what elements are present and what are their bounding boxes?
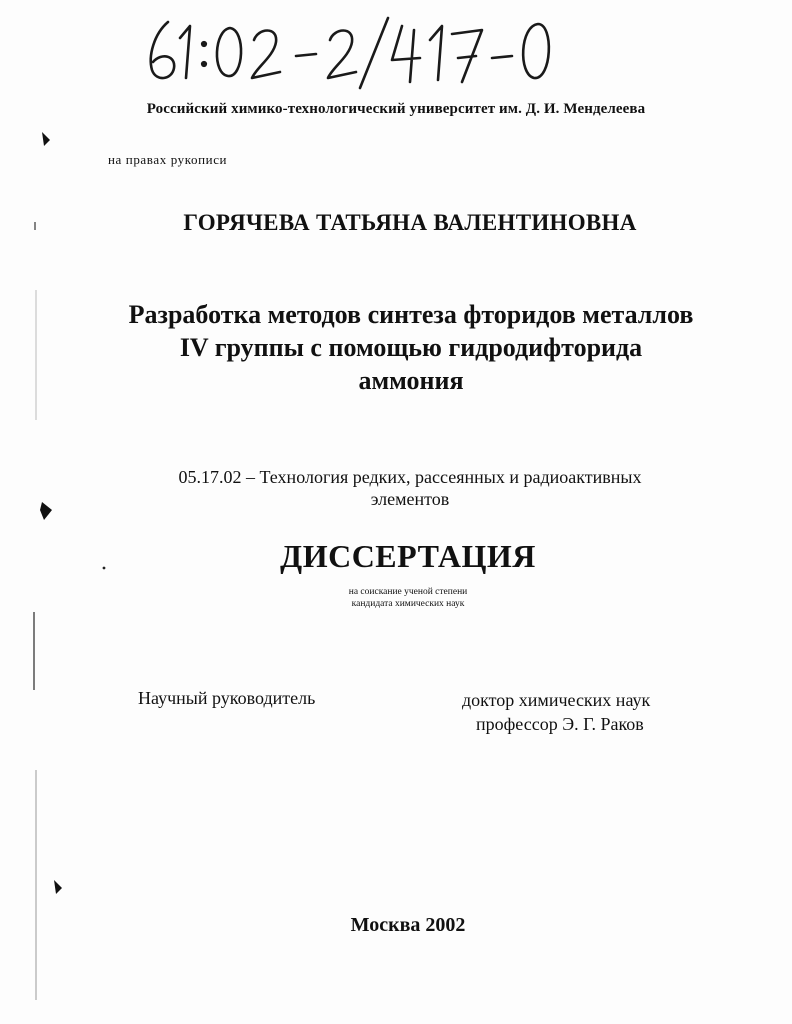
thesis-title-line: аммония xyxy=(358,366,464,395)
thesis-title-line: Разработка методов синтеза фторидов металлов xyxy=(128,300,694,329)
author-name: ГОРЯЧЕВА ТАТЬЯНА ВАЛЕНТИНОВНА xyxy=(183,210,637,235)
degree-line: на соискание ученой степени xyxy=(348,587,468,597)
manuscript-note: на правах рукописи xyxy=(108,152,228,167)
university-name: Российский химико-технологический университет им. Д. И. Менделеева xyxy=(146,101,646,117)
specialty-line: 05.17.02 – Технология редких, рассеянных и радиоактивных xyxy=(178,467,642,487)
degree-line: кандидата химических наук xyxy=(351,599,465,609)
document-type-heading: ДИССЕРТАЦИЯ xyxy=(280,538,536,574)
supervisor-label: Научный руководитель xyxy=(138,688,316,708)
supervisor-name: профессор Э. Г. Раков xyxy=(476,714,644,734)
supervisor-title: доктор химических наук xyxy=(462,690,651,710)
specialty-line: элементов xyxy=(370,489,450,509)
place-and-year: Москва 2002 xyxy=(350,914,466,936)
thesis-title-line: IV группы с помощью гидродифторида xyxy=(179,333,643,362)
